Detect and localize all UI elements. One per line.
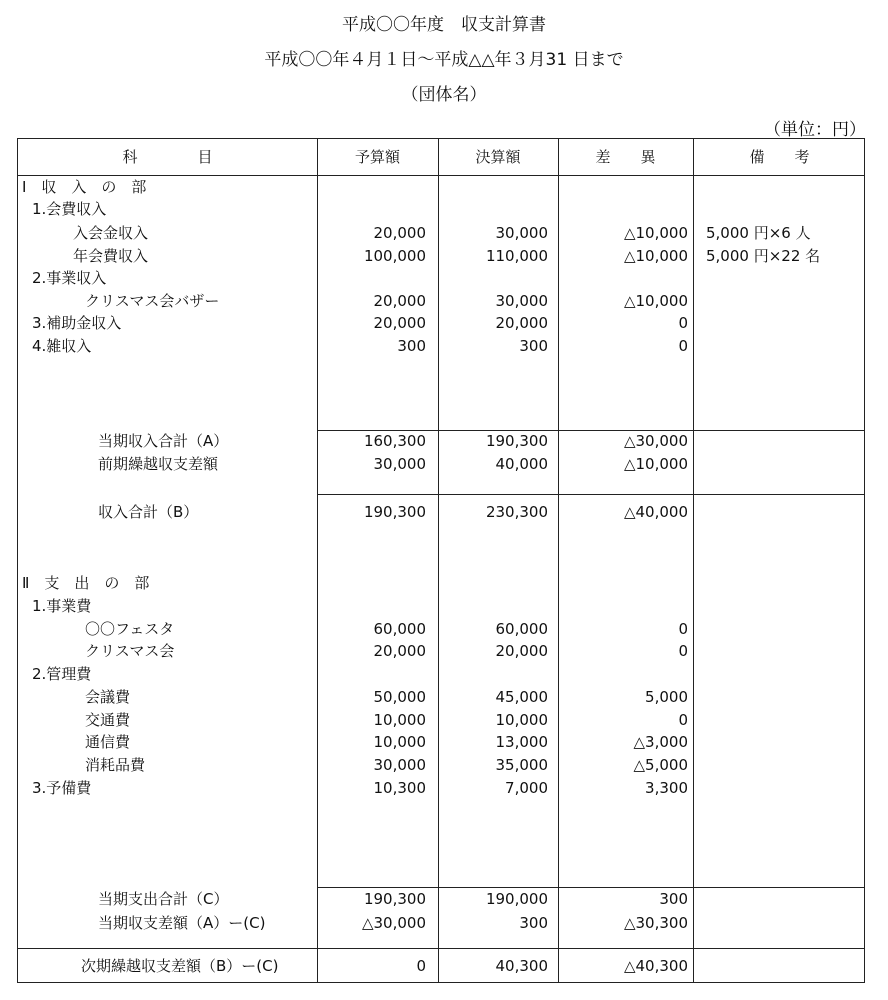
table-row: 通信費 10,000 13,000 △3,000 xyxy=(85,733,688,751)
table-row: クリスマス会 20,000 20,000 0 xyxy=(85,642,688,660)
table-row: 入会金収入 20,000 30,000 △10,000 5,000 円×6 人 xyxy=(73,224,811,242)
header-diff: 差 異 xyxy=(595,148,656,166)
header-settled: 決算額 xyxy=(475,148,521,166)
total-row: 収入合計（B） 190,300 230,300 △40,000 xyxy=(98,503,688,521)
header-subject: 科 目 xyxy=(122,148,213,166)
table-row: 〇〇フェスタ 60,000 60,000 0 xyxy=(85,620,688,638)
table-row: 当期収支差額（A）ー(C) △30,000 300 △30,300 xyxy=(98,914,688,932)
statement-table xyxy=(17,138,865,983)
total-row: 当期収入合計（A） 160,300 190,300 △30,000 xyxy=(98,432,688,450)
table-row: 会議費 50,000 45,000 5,000 xyxy=(85,688,688,706)
table-row: 1.会費収入 xyxy=(32,200,107,218)
table-row: 4.雑収入 300 300 0 xyxy=(32,337,688,355)
organization-name: （団体名） xyxy=(401,85,487,105)
total-row: 当期支出合計（C） 190,300 190,000 300 xyxy=(98,890,688,908)
section-heading: Ⅱ 支 出 の 部 xyxy=(22,574,150,592)
table-row: 交通費 10,000 10,000 0 xyxy=(85,711,688,729)
document-title: 平成〇〇年度 収支計算書 xyxy=(342,15,546,35)
subtotal-line xyxy=(317,494,864,495)
header-note: 備 考 xyxy=(749,148,810,166)
table-row: 3.補助金収入 20,000 20,000 0 xyxy=(32,314,688,332)
table-row: 年会費収入 100,000 110,000 △10,000 5,000 円×22 名 xyxy=(73,247,821,265)
subtotal-line xyxy=(18,948,864,949)
section-heading: Ⅰ 収 入 の 部 xyxy=(22,178,147,196)
header-budget: 予算額 xyxy=(354,148,400,166)
table-row: 消耗品費 30,000 35,000 △5,000 xyxy=(85,756,688,774)
table-row: クリスマス会バザー 20,000 30,000 △10,000 xyxy=(85,292,688,310)
total-row: 次期繰越収支差額（B）ー(C) 0 40,300 △40,300 xyxy=(81,957,688,975)
table-row: 2.事業収入 xyxy=(32,269,107,287)
table-row: 1.事業費 xyxy=(32,597,92,615)
period: 平成〇〇年４月１日〜平成△△年３月31 日まで xyxy=(264,50,624,70)
table-row: 2.管理費 xyxy=(32,665,92,683)
table-row: 前期繰越収支差額 30,000 40,000 △10,000 xyxy=(98,455,688,473)
table-row: 3.予備費 10,300 7,000 3,300 xyxy=(32,779,688,797)
unit-label: （単位：円） xyxy=(764,120,866,140)
